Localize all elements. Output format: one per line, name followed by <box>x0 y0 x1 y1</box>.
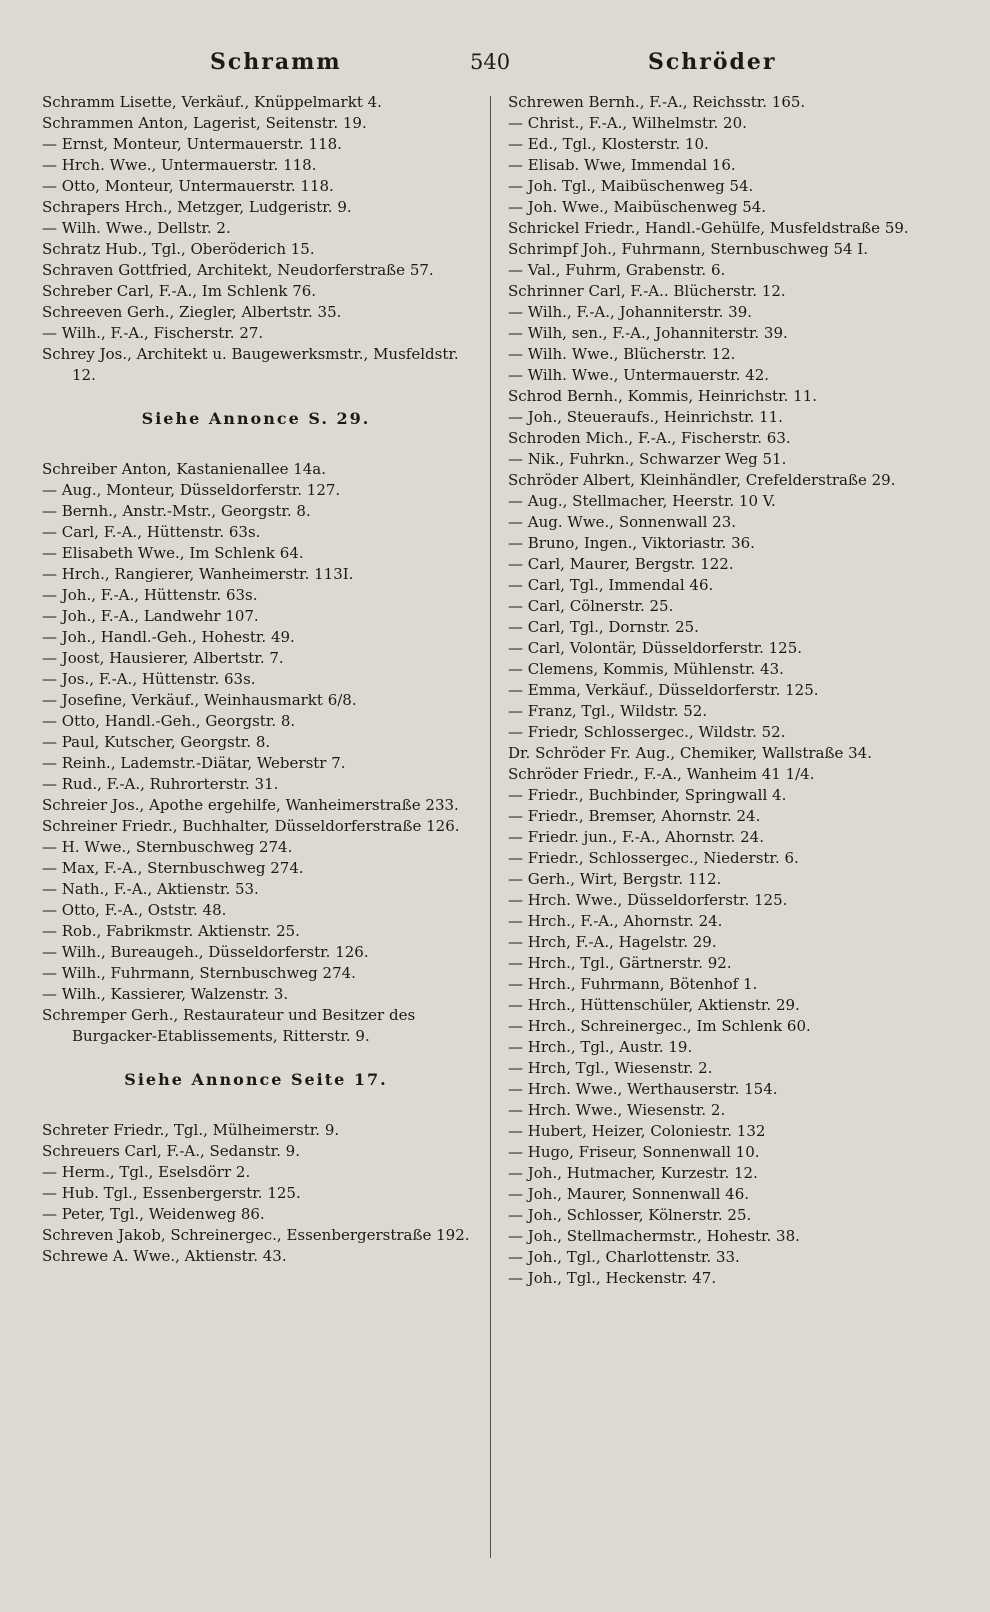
directory-entry: — Peter, Tgl., Weidenweg 86. <box>42 1205 265 1223</box>
column-divider <box>490 96 491 1558</box>
directory-entry: — Joh., Steueraufs., Heinrichstr. 11. <box>508 408 783 426</box>
directory-entry: — Otto, Monteur, Untermauerstr. 118. <box>42 177 334 195</box>
directory-entry: — Joh., Hutmacher, Kurzestr. 12. <box>508 1164 758 1182</box>
running-head-left: Schramm <box>210 49 342 75</box>
directory-entry: — Wilh., F.-A., Fischerstr. 27. <box>42 324 264 342</box>
directory-entry: Schraven Gottfried, Architekt, Neudorferstraße 57. <box>42 261 434 279</box>
directory-entry: — Joh., Tgl., Heckenstr. 47. <box>508 1269 717 1287</box>
directory-entry: — Hugo, Friseur, Sonnenwall 10. <box>508 1143 760 1161</box>
directory-entry: — Friedr., Buchbinder, Springwall 4. <box>508 786 787 804</box>
directory-entry: Schrapers Hrch., Metzger, Ludgeristr. 9. <box>42 198 352 216</box>
directory-entry: — Hub. Tgl., Essenbergerstr. 125. <box>42 1184 301 1202</box>
directory-entry: Schratz Hub., Tgl., Oberöderich 15. <box>42 240 315 258</box>
running-head-right: Schröder <box>648 49 777 75</box>
directory-entry: — Carl, F.-A., Hüttenstr. 63s. <box>42 523 261 541</box>
page-number: 540 <box>470 50 511 74</box>
directory-entry: — Wilh. Wwe., Dellstr. 2. <box>42 219 231 237</box>
directory-entry: — Otto, F.-A., Oststr. 48. <box>42 901 227 919</box>
directory-entry: — Emma, Verkäuf., Düsseldorferstr. 125. <box>508 681 819 699</box>
directory-entry: — Elisabeth Wwe., Im Schlenk 64. <box>42 544 304 562</box>
directory-entry: — Hrch., F.-A., Ahornstr. 24. <box>508 912 723 930</box>
directory-entry: — Joh., Schlosser, Kölnerstr. 25. <box>508 1206 752 1224</box>
directory-entry: — Hrch. Wwe., Düsseldorferstr. 125. <box>508 891 788 909</box>
directory-entry: — Hrch., Fuhrmann, Bötenhof 1. <box>508 975 758 993</box>
directory-entry: — Joh., F.-A., Landwehr 107. <box>42 607 259 625</box>
directory-entry: Schremper Gerh., Restaurateur und Besitzer des Burgacker-Etablissements, Ritterstr. 9. <box>42 1006 416 1045</box>
directory-entry: Schrewen Bernh., F.-A., Reichsstr. 165. <box>508 93 806 111</box>
directory-entry: — Wilh., Fuhrmann, Sternbuschweg 274. <box>42 964 356 982</box>
directory-entry: — Joh., Maurer, Sonnenwall 46. <box>508 1185 750 1203</box>
directory-entry: Schrammen Anton, Lagerist, Seitenstr. 19. <box>42 114 367 132</box>
directory-entry: — Friedr., Schlossergeс., Niederstr. 6. <box>508 849 799 867</box>
directory-entry: Schreter Friedr., Tgl., Mülheimerstr. 9. <box>42 1121 340 1139</box>
directory-entry: — Hrch, Tgl., Wiesenstr. 2. <box>508 1059 713 1077</box>
directory-entry: — Reinh., Lademstr.-Diätar, Weberstr 7. <box>42 754 346 772</box>
directory-entry: Schreber Carl, F.-A., Im Schlenk 76. <box>42 282 317 300</box>
directory-entry: — Aug., Stellmacher, Heerstr. 10 V. <box>508 492 776 510</box>
directory-entry: Dr. Schröder Fr. Aug., Chemiker, Wallstraße 34. <box>508 744 872 762</box>
directory-entry: — Otto, Handl.-Geh., Georgstr. 8. <box>42 712 296 730</box>
annonce-notice: Siehe Annonce Seite 17. <box>124 1070 388 1089</box>
directory-entry: — Carl, Maurer, Bergstr. 122. <box>508 555 734 573</box>
directory-entry: — Hubert, Heizer, Coloniestr. 132 <box>508 1122 766 1140</box>
directory-entry: Schröder Friedr., F.-A., Wanheim 41 1/4. <box>508 765 815 783</box>
directory-entry: — Hrch., Hüttenschüler, Aktienstr. 29. <box>508 996 800 1014</box>
directory-entry: — Hrch. Wwe., Werthauserstr. 154. <box>508 1080 778 1098</box>
directory-entry: — Friedr, Schlossergeс., Wildstr. 52. <box>508 723 786 741</box>
directory-entry: — Joh., Tgl., Charlottenstr. 33. <box>508 1248 740 1266</box>
directory-entry: — Friedr. jun., F.-A., Ahornstr. 24. <box>508 828 764 846</box>
directory-entry: — Hrch. Wwe., Untermauerstr. 118. <box>42 156 317 174</box>
directory-entry: — Nath., F.-A., Aktienstr. 53. <box>42 880 259 898</box>
directory-entry: Schrinner Carl, F.-A.. Blücherstr. 12. <box>508 282 786 300</box>
directory-entry: Schreeven Gerh., Ziegler, Albertstr. 35. <box>42 303 342 321</box>
directory-entry: — Ernst, Monteur, Untermauerstr. 118. <box>42 135 342 153</box>
directory-entry: — Joost, Hausierer, Albertstr. 7. <box>42 649 284 667</box>
directory-entry: — Hrch., Schreinergeс., Im Schlenk 60. <box>508 1017 811 1035</box>
directory-entry: — Aug., Monteur, Düsseldorferstr. 127. <box>42 481 341 499</box>
directory-entry: — Carl, Tgl., Dornstr. 25. <box>508 618 699 636</box>
directory-entry: — Franz, Tgl., Wildstr. 52. <box>508 702 708 720</box>
directory-entry: Schroden Mich., F.-A., Fischerstr. 63. <box>508 429 791 447</box>
right-column <box>508 92 938 1592</box>
directory-entry: Schrickel Friedr., Handl.-Gehülfe, Musfeldstraße 59. <box>508 219 909 237</box>
directory-entry: Schrimpf Joh., Fuhrmann, Sternbuschweg 54 I. <box>508 240 869 258</box>
directory-entry: — Carl, Cölnerstr. 25. <box>508 597 674 615</box>
directory-entry: — Wilh., Bureaugeh., Düsseldorferstr. 126. <box>42 943 369 961</box>
directory-entry: — Herm., Tgl., Eselsdörr 2. <box>42 1163 251 1181</box>
directory-entry: — Joh. Tgl., Maibüschenweg 54. <box>508 177 754 195</box>
directory-entry: — Elisab. Wwe, Immendal 16. <box>508 156 736 174</box>
annonce-notice: Siehe Annonce S. 29. <box>141 409 371 428</box>
directory-entry: — Bernh., Anstr.-Mstr., Georgstr. 8. <box>42 502 311 520</box>
directory-entry: — Gerh., Wirt, Bergstr. 112. <box>508 870 722 888</box>
directory-entry: Schramm Lisette, Verkäuf., Knüppelmarkt 4. <box>42 93 382 111</box>
left-column <box>42 92 470 1592</box>
directory-entry: — Aug. Wwe., Sonnenwall 23. <box>508 513 737 531</box>
directory-entry: — Wilh, sen., F.-A., Johanniterstr. 39. <box>508 324 788 342</box>
directory-entry: — Hrch., Rangierer, Wanheimerstr. 113I. <box>42 565 354 583</box>
directory-entry: Schreier Jos., Apothe ergehilfe, Wanheimerstraße 233. <box>42 796 459 814</box>
directory-entry: — Carl, Tgl., Immendal 46. <box>508 576 714 594</box>
directory-entry: — Joh., Stellmachermstr., Hohestr. 38. <box>508 1227 800 1245</box>
directory-entry: — Friedr., Bremser, Ahornstr. 24. <box>508 807 761 825</box>
directory-entry: Schröder Albert, Kleinhändler, Crefelderstraße 29. <box>508 471 896 489</box>
directory-entry: Schrey Jos., Architekt u. Baugewerksmstr., Musfeldstr. 12. <box>42 345 459 384</box>
directory-entry: — Jos., F.-A., Hüttenstr. 63s. <box>42 670 256 688</box>
directory-entry: — Nik., Fuhrkn., Schwarzer Weg 51. <box>508 450 787 468</box>
directory-entry: Schreiner Friedr., Buchhalter, Düsseldorferstraße 126. <box>42 817 460 835</box>
directory-entry: — Wilh. Wwe., Untermauerstr. 42. <box>508 366 770 384</box>
directory-entry: — Hrch., Tgl., Austr. 19. <box>508 1038 693 1056</box>
directory-entry: Schreven Jakob, Schreinergeс., Essenbergerstraße 192. <box>42 1226 470 1244</box>
directory-entry: — Paul, Kutscher, Georgstr. 8. <box>42 733 271 751</box>
directory-entry: — Hrch., Tgl., Gärtnerstr. 92. <box>508 954 732 972</box>
directory-entry: — Max, F.-A., Sternbuschweg 274. <box>42 859 304 877</box>
directory-entry: — Ed., Tgl., Klosterstr. 10. <box>508 135 709 153</box>
directory-entry: — Hrch. Wwe., Wiesenstr. 2. <box>508 1101 726 1119</box>
directory-entry: — Rob., Fabrikmstr. Aktienstr. 25. <box>42 922 300 940</box>
directory-entry: — Josefine, Verkäuf., Weinhausmarkt 6/8. <box>42 691 357 709</box>
directory-entry: — Wilh. Wwe., Blücherstr. 12. <box>508 345 736 363</box>
directory-entry: Schrod Bernh., Kommis, Heinrichstr. 11. <box>508 387 818 405</box>
directory-entry: Schrewe A. Wwe., Aktienstr. 43. <box>42 1247 287 1265</box>
directory-entry: — Joh., F.-A., Hüttenstr. 63s. <box>42 586 258 604</box>
directory-entry: — Joh. Wwe., Maibüschenweg 54. <box>508 198 767 216</box>
directory-entry: — Val., Fuhrm, Grabenstr. 6. <box>508 261 726 279</box>
directory-entry: — Christ., F.-A., Wilhelmstr. 20. <box>508 114 747 132</box>
directory-entry: — Rud., F.-A., Ruhrorterstr. 31. <box>42 775 279 793</box>
directory-entry: — Joh., Handl.-Geh., Hohestr. 49. <box>42 628 295 646</box>
directory-entry: Schreuers Carl, F.-A., Sedanstr. 9. <box>42 1142 300 1160</box>
directory-entry: — Wilh., F.-A., Johanniterstr. 39. <box>508 303 753 321</box>
directory-entry: — Wilh., Kassierer, Walzenstr. 3. <box>42 985 289 1003</box>
directory-entry: Schreiber Anton, Kastanienallee 14a. <box>42 460 327 478</box>
directory-entry: — H. Wwe., Sternbuschweg 274. <box>42 838 293 856</box>
directory-entry: — Hrch, F.-A., Hagelstr. 29. <box>508 933 717 951</box>
directory-entry: — Carl, Volontär, Düsseldorferstr. 125. <box>508 639 803 657</box>
directory-entry: — Clemens, Kommis, Mühlenstr. 43. <box>508 660 784 678</box>
directory-entry: — Bruno, Ingen., Viktoriastr. 36. <box>508 534 755 552</box>
